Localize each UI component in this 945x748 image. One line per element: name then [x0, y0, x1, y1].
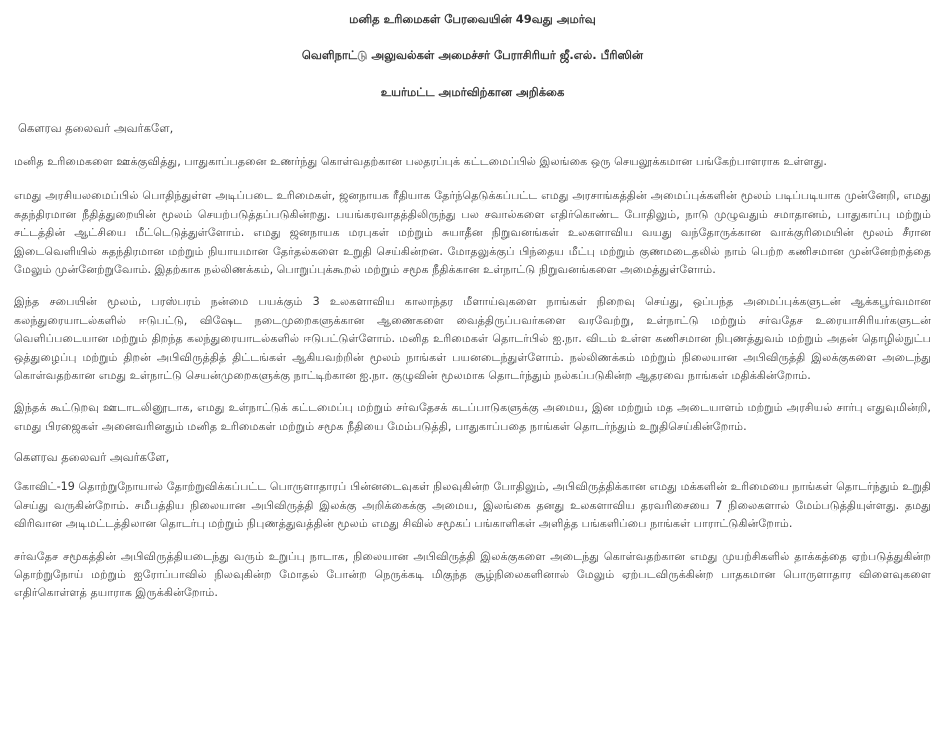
paragraph-council: இந்த சபையின் மூலம், பரஸ்பரம் நன்மை பயக்கும் 3 உலகளாவிய காலாந்தர மீளாய்வுகளை நாங்கள் நிறைவு செய்து, ஒப்பந்த அமைப்புக்களுடன் ஆக்கபூர்வமான கலந்துரையாடல்களில் ஈடுபட்டு, விஷேட நடைமுறைகளுக்கான ஆணைகளை வைத்திருப்பவர்களை வரவேற்று, உள்நாட்டு மற்றும் சர்வதேச உரையாசிரியர்களுடன் வெளிப்படையான மற்றும் திறந்த கலந்துரையாடல்களில் ஈடுபட்டுள்ளோம். மனித உரிமைகள் தொடர்பில் ஐ.நா. விடம் உள்ள கணிசமான நிபுணத்துவம் மற்றும் அதன் தொழில்நுட்ப ஒத்துழைப்பு மற்றும் திறன் அபிவிருத்தித் திட்டங்கள் ஆகியவற்றின் மூலம் நாங்கள் பயனடைந்துள்ளோம். நல்லிணக்கம் மற்றும் நிலையான அபிவிருத்தி இலக்குகளை அடைந்து கொள்வதற்கான எமது உள்நாட்டு செயன்முறைகளுக்கு நாட்டிற்கான ஐ.நா. குழுவின் மூலமாக தொடர்ந்தும் நல்கப்படுகின்ற ஆதரவை நாங்கள் மதிக்கின்றோம். — [14, 295, 931, 383]
statement-document — [0, 13, 945, 748]
paragraph-international: சர்வதேச சமூகத்தின் அபிவிருத்தியடைந்து வரும் உறுப்பு நாடாக, நிலையான அபிவிருத்தி இலக்குகளை அடைந்து கொள்வதற்கான எமது முயற்சிகளில் தாக்கத்தை ஏற்படுத்துகின்ற தொற்றுநோய் மற்றும் ஐரோப்பாவில் நிலவுகின்ற மோதல் போன்ற நெருக்கடி மிகுந்த சூழ்நிலைகளினால் மேலும் ஏற்படவிருக்கின்ற பாதகமான பொருளாதார விளைவுகளை எதிர்கொள்ளத் தயாராக இருக்கின்றோம். — [14, 549, 931, 600]
minister-title: வெளிநாட்டு அலுவல்கள் அமைச்சர் பேராசிரியர் ஜீ.எல். பீரிஸின் — [301, 48, 644, 62]
salutation-second: கௌரவ தலைவர் அவர்களே, — [14, 450, 170, 465]
paragraph-cooperation: இந்தக் கூட்டுறவு ஊடாடலினூடாக, எமது உள்நாட்டுக் கட்டமைப்பு மற்றும் சர்வதேசக் கடப்பாடுகளுக்கு அமைய, இன மற்றும் மத அடையாளம் மற்றும் அரசியல் சார்பு எதுவுமின்றி, எமது பிரஜைகள் அனைவரினதும் மனித உரிமைகள் மற்றும் சமூக நீதியை மேம்படுத்தி, பாதுகாப்பதை நாங்கள் தொடர்ந்தும் உறுதிசெய்கின்றோம். — [14, 401, 931, 433]
statement-title: உயர்மட்ட அமர்விற்கான அறிக்கை — [380, 85, 565, 99]
paragraph-intro: மனித உரிமைகளை ஊக்குவித்து, பாதுகாப்பதனை உணர்ந்து கொள்வதற்கான பலதரப்புக் கட்டமைப்பில் இலங்கை ஒரு செயலூக்கமான பங்கேற்பாளராக உள்ளது. — [14, 155, 827, 168]
paragraph-covid: கோவிட்-19 தொற்றுநோயால் தோற்றுவிக்கப்பட்ட பொருளாதாரப் பின்னடைவுகள் நிலவுகின்ற போதிலும், அபிவிருத்திக்கான எமது மக்களின் உரிமையை நாங்கள் தொடர்ந்தும் உறுதி செய்து வருகின்றோம். சமீபத்திய நிலையான அபிவிருத்தி இலக்கு அறிக்கைக்கு அமைய, இலங்கை தனது உலகளாவிய தரவரிசையை 7 நிலைகளால் மேம்படுத்தியுள்ளது. தமது விரிவான அடிமட்டத்திலான தொடர்பு மற்றும் நிபுணத்துவத்தின் மூலம் எமது சிவில் சமூகப் பங்காளிகள் அளித்த பங்களிப்பை நாங்கள் பாராட்டுகின்றோம். — [14, 480, 931, 531]
session-title: மனித உரிமைகள் பேரவையின் 49வது அமர்வு — [349, 12, 596, 26]
salutation-opening: கௌரவ தலைவர் அவர்களே, — [18, 121, 174, 135]
paragraph-constitution: எமது அரசியலமைப்பில் பொதிந்துள்ள அடிப்படை உரிமைகள், ஜனநாயக ரீதியாக தேர்ந்தெடுக்கப்பட்ட எமது அரசாங்கத்தின் அமைப்புக்களின் மூலம் படிப்படியாக முன்னேறி, எமது சுதந்திரமான நீதித்துறையின் மூலம் செயற்படுத்தப்படுகின்றது. பயங்கரவாதத்திலிருந்து பல சவால்களை எதிர்கொண்ட போதிலும், நாடு முழுவதும் சமாதானம், பாதுகாப்பு மற்றும் சட்டத்தின் ஆட்சியை மீட்டெடுத்துள்ளோம். எமது ஜனநாயக மரபுகள் மற்றும் சுயாதீன நிறுவனங்கள் உலகளாவிய வயது வந்தோருக்கான வாக்குரிமையின் மூலம் சீரான இடைவெளியில் சுதந்திரமான மற்றும் நியாயமான தேர்தல்களை உறுதி செய்கின்றன. மோதலுக்குப் பிந்தைய மீட்பு மற்றும் குணமடைதலில் நாம் பெற்ற கணிசமான முன்னேற்றத்தை மேலும் முன்னேற்றுவோம். இதற்காக நல்லிணக்கம், பொறுப்புக்கூறல் மற்றும் சமூக நீதிக்கான உள்நாட்டு நிறுவனங்களை அமைத்துள்ளோம். — [14, 189, 931, 277]
document-header — [14, 13, 931, 98]
